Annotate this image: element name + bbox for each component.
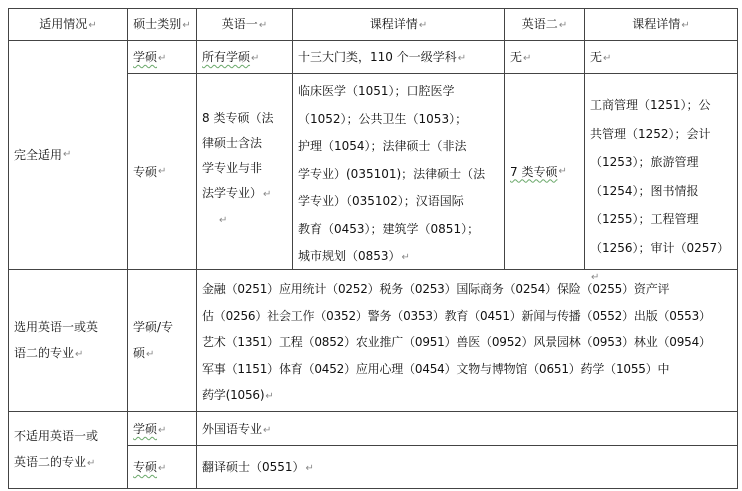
detail2-line: （1255）；工程管理 [590,212,699,226]
detail1-line: 教育（0453）；建筑学（0851）； [298,221,480,236]
header-english1: 英语一↵ [221,17,268,31]
full-academic-detail2: 无↵ [590,50,612,64]
detail1-line: 学专业）（035102）；汉语国际 [298,194,464,208]
none-academic-detail: 外国语专业↵ [202,422,272,436]
either-degree [128,270,196,411]
header-degree: 硕士类别↵ [133,17,191,31]
detail1-line: 学专业）(035101)；法律硕士（法 [298,166,486,181]
either-detail-line: 估（0256）社会工作（0352）警务（0353）教育（0451）新闻与传播（0552）出版（0553） [202,308,711,323]
either-detail-line: 药学(1056)↵ [202,388,274,402]
either-degree-line: 硕↵ [133,345,155,360]
row-divider-full-academic [127,73,738,74]
detail2-line: （1253）；旅游管理 [590,155,699,169]
full-academic-english1: 所有学硕↵ [202,50,260,64]
full-usage-label: 完全适用 ↵ [14,148,72,162]
either-detail-line: 艺术（1351）工程（0852）农业推广（0951）兽医（0952）风景园林（0953）林业（0954） [202,335,711,349]
english1-line: ↵ [219,215,228,226]
english1-line: 学专业与非 [202,161,263,175]
either-degree-line: 学硕/专 [133,319,174,334]
either-detail-line: 军事（1151）体育（0452）应用心理（0454）文物与博物馆（0651）药学（1055）中 [202,361,670,376]
english1-line: 律硕士含法 [202,136,263,150]
either-label-line: 选用英语一或英 [14,319,99,334]
table-border-right [737,8,738,489]
detail1-line: 护理（1054）；法律硕士（非法 [298,139,467,153]
full-professional-degree: 专硕 ↵ [133,164,167,179]
full-academic-detail1: 十三大门类，110 个一级学科↵ [298,50,467,64]
detail2-line: （1256）；审计（0257）↵ [590,240,730,283]
full-professional-english2: 7 类专硕 ↵ [510,164,567,179]
none-professional-detail: 翻译硕士（0551）↵ [202,460,314,474]
full-professional-english1 [197,106,292,246]
full-academic-english2: 无↵ [510,50,532,64]
header-usage: 适用情况↵ [39,17,97,31]
none-usage-label [9,412,127,488]
either-detail [197,276,737,410]
none-academic-degree: 学硕↵ [133,422,167,436]
english1-line: 法学专业）↵ [202,186,272,200]
table-border-bottom [8,488,738,489]
detail1-line: （1052）；公共卫生（1053）； [298,111,468,126]
detail2-line: 共管理（1252）；会计 [590,126,711,141]
full-academic-degree: 学硕↵ [133,50,167,64]
full-professional-detail1 [293,78,504,268]
header-english2: 英语二↵ [521,17,568,31]
none-label-line: 英语二的专业↵ [14,455,96,469]
detail1-line: 城市规划（0853）↵ [298,249,410,263]
either-usage-label [9,270,127,411]
either-label-line: 语二的专业↵ [14,345,84,360]
detail2-line: 工商管理（1251）；公 [590,98,711,112]
detail1-line: 临床医学（1051）；口腔医学 [298,84,455,98]
header-detail1: 课程详情↵ [369,17,428,31]
either-detail-line: 金融（0251）应用统计（0252）税务（0253）国际商务（0254）保险（0255）资产评 [202,282,670,296]
full-professional-detail2 [585,91,737,283]
detail2-line: （1254）；图书情报 [590,183,699,198]
none-label-line: 不适用英语一或 [14,429,99,443]
none-professional-degree: 专硕↵ [133,460,167,474]
english1-line: 8 类专硕（法 [202,111,274,125]
header-detail2: 课程详情↵ [632,17,690,31]
